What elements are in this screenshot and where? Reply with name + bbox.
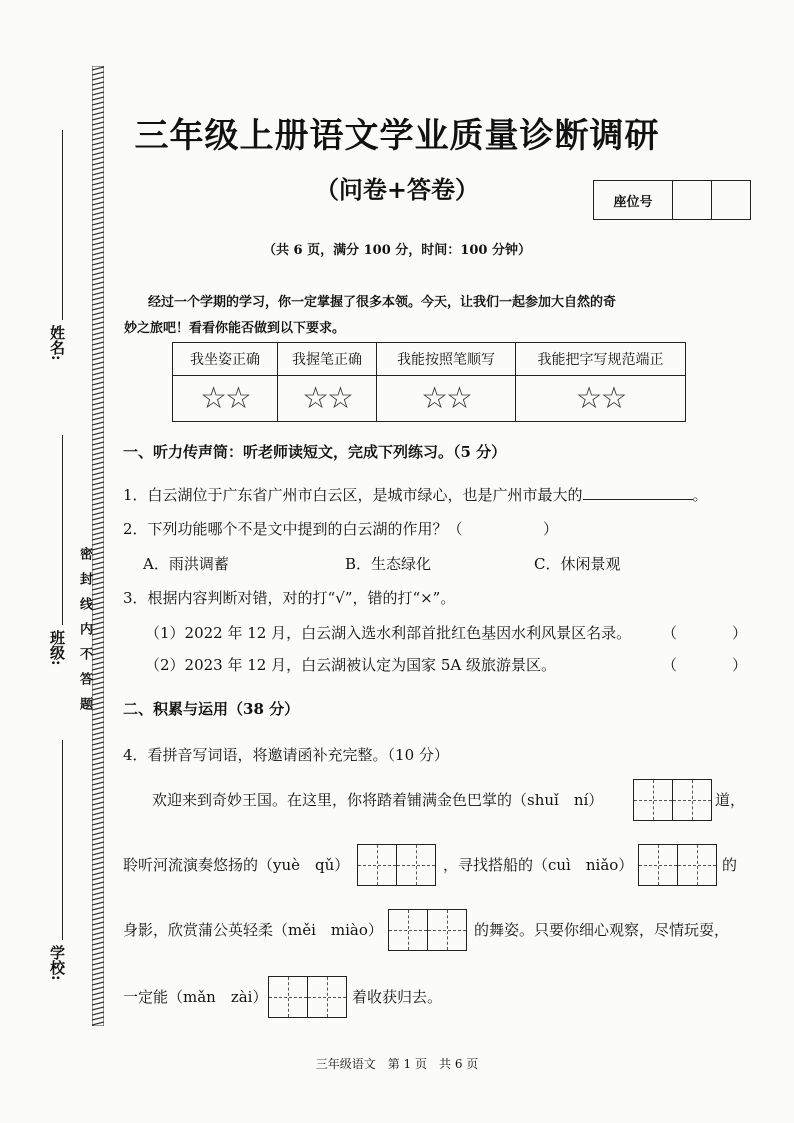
class-line — [62, 435, 63, 625]
passage-line-3-end: 的舞姿。只要你细心观察，尽情玩耍， — [474, 921, 730, 939]
section-1-title: 一、听力传声筒：听老师读短文，完成下列练习。（5 分） — [123, 443, 507, 461]
option-a[interactable]: A．雨洪调蓄 — [143, 555, 229, 573]
school-line — [62, 740, 63, 940]
goal-stars[interactable]: ☆☆ — [377, 376, 516, 422]
passage-line-2-mid: ，寻找搭船的（cuì niǎo） — [443, 856, 634, 874]
goal-header: 我能把字写规范端正 — [516, 343, 686, 376]
question-3: 3．根据内容判断对错，对的打“√”，错的打“×”。 — [123, 589, 456, 607]
passage-line-2-end: 的 — [722, 856, 738, 874]
goal-stars[interactable]: ☆☆ — [173, 376, 278, 422]
question-2: 2．下列功能哪个不是文中提到的白云湖的作用？（ — [123, 520, 463, 538]
tianzige-yuequ[interactable] — [357, 844, 436, 886]
seat-number-box — [593, 180, 751, 220]
tianzige-manzai[interactable] — [268, 976, 347, 1018]
passage-line-2: 聆听河流演奏悠扬的（yuè qǔ） — [123, 856, 350, 874]
tianzige-shuini[interactable] — [633, 779, 712, 821]
intro-line-1: 经过一个学期的学习，你一定掌握了很多本领。今天，让我们一起参加大自然的奇 — [148, 295, 617, 310]
name-line — [62, 130, 63, 320]
passage-line-1: 欢迎来到奇妙王国。在这里，你将踏着铺满金色巴掌的（shuǐ ní） — [152, 791, 604, 809]
tianzige-cuiniao[interactable] — [638, 844, 717, 886]
question-1-end: 。 — [692, 486, 708, 504]
seat-label: 座位号 — [594, 181, 673, 219]
goal-stars[interactable]: ☆☆ — [516, 376, 686, 422]
question-1-text: 1．白云湖位于广东省广州市白云区，是城市绿心，也是广州市最大的 — [123, 486, 583, 504]
judge-paren-close: ） — [732, 656, 748, 674]
option-b[interactable]: B．生态绿化 — [345, 555, 432, 573]
goal-header: 我能按照笔顺写 — [377, 343, 516, 376]
question-2-close: ） — [543, 520, 559, 538]
judge-paren-open[interactable]: （ — [662, 624, 678, 642]
judge-paren-close: ） — [732, 624, 748, 642]
seat-cell[interactable] — [673, 181, 712, 219]
option-c[interactable]: C．休闲景观 — [534, 555, 621, 573]
passage-line-1-end: 道， — [715, 791, 746, 809]
passage-line-3: 身影，欣赏蒲公英轻柔（měi miào） — [123, 921, 383, 939]
page-subtitle: （问卷+答卷） — [314, 175, 480, 204]
goal-header: 我握笔正确 — [278, 343, 377, 376]
seat-cell[interactable] — [712, 181, 750, 219]
goals-table — [172, 342, 686, 422]
question-1 — [123, 484, 708, 505]
goal-stars[interactable]: ☆☆ — [278, 376, 377, 422]
answer-blank[interactable] — [583, 484, 693, 500]
name-label: 姓名: — [48, 325, 66, 361]
school-label: 学校: — [48, 945, 66, 981]
passage-line-4: 一定能（mǎn zài） — [123, 988, 268, 1006]
page-title: 三年级上册语文学业质量诊断调研 — [134, 116, 660, 156]
goal-header: 我坐姿正确 — [173, 343, 278, 376]
question-4: 4．看拼音写词语，将邀请函补充完整。（10 分） — [123, 746, 449, 764]
tianzige-meimiao[interactable] — [388, 909, 467, 951]
seal-line-text: 密封线内不答题 — [77, 547, 92, 722]
judge-item-1: （1）2022 年 12 月，白云湖入选水利部首批红色基因水利风景区名录。 — [145, 624, 632, 642]
intro-line-2: 妙之旅吧！看看你能否做到以下要求。 — [124, 321, 346, 336]
exam-info: （共 6 页，满分 100 分，时间：100 分钟） — [263, 243, 531, 258]
section-2-title: 二、积累与运用（38 分） — [123, 700, 300, 718]
class-label: 班级: — [48, 630, 66, 666]
binding-strip — [92, 66, 104, 1026]
judge-paren-open[interactable]: （ — [662, 656, 678, 674]
judge-item-2: （2）2023 年 12 月，白云湖被认定为国家 5A 级旅游景区。 — [145, 656, 557, 674]
passage-line-4-end: 着收获归去。 — [352, 988, 443, 1006]
page-footer: 三年级语文 第 1 页 共 6 页 — [315, 1057, 479, 1071]
